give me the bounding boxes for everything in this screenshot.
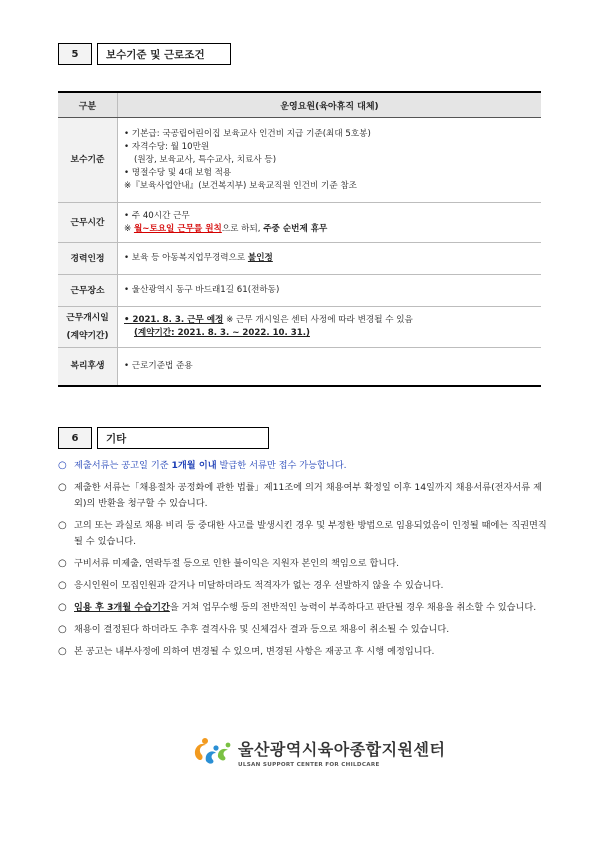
row-content: [118, 118, 542, 203]
section-6-header: [58, 427, 269, 449]
notice-text: 채용이 결정된다 하더라도 추후 결격사유 및 신체검사 결과 등으로 채용이 취소될 수 있습니다.: [74, 624, 450, 635]
circle-bullet-icon: ○: [58, 460, 67, 471]
circle-bullet-icon: ○: [58, 558, 67, 569]
hours-rotation: 주중 순번제 휴무: [263, 223, 328, 234]
notice-text: [74, 600, 548, 616]
row-content: [118, 243, 542, 275]
pay-line: • 자격수당: 월 10만원: [124, 141, 210, 152]
circle-bullet-icon: ○: [58, 482, 67, 493]
notice-text: [74, 458, 548, 474]
pay-note: ※『보육사업안내』(보건복지부) 보육교직원 인건비 기준 참조: [124, 180, 357, 191]
notice-text-part: 제출서류는 공고일 기준: [74, 460, 172, 471]
hours-line: • 주 40시간 근무: [124, 210, 190, 221]
table-row: [58, 348, 541, 386]
logo-name: 울산광역시육아종합지원센터: [238, 739, 446, 759]
notice-text: 구비서류 미제출, 연락두절 등으로 인한 불이익은 지원자 본인의 책임으로 합니다.: [74, 558, 400, 569]
notice-item: [58, 622, 548, 638]
pay-line: • 기본급: 국공립어린이집 보육교사 인건비 지급 기준(최대 5호봉): [124, 128, 371, 139]
circle-bullet-icon: ○: [58, 602, 67, 613]
career-not-recognized: 불인정: [247, 253, 273, 263]
table-header-row: [58, 92, 541, 118]
logo-english-name: ULSAN SUPPORT CENTER FOR CHILDCARE: [238, 761, 380, 768]
section-title: 기타: [97, 427, 269, 449]
table-header-position: 운영요원(육아휴직 대체): [118, 92, 542, 118]
notice-item: [58, 578, 548, 594]
row-label-line: 근무개시일: [66, 313, 109, 323]
notice-item: [58, 458, 548, 474]
pay-line: • 명절수당 및 4대 보험 적용: [124, 167, 232, 178]
place-line: • 울산광역시 동구 바드래1길 61(전하동): [124, 285, 280, 295]
notice-emphasis: 1개월 이내: [171, 460, 217, 471]
logo-text: [238, 737, 445, 768]
childcare-center-logo-icon: [190, 735, 234, 769]
row-label-line: (계약기간): [66, 331, 109, 341]
working-conditions-table: [58, 91, 541, 387]
row-label: 근무장소: [58, 275, 118, 307]
notice-text-part: 을 거쳐 업무수행 등의 전반적인 능력이 부족하다고 판단될 경우 채용을 취소할 수 있습니다.: [169, 602, 537, 613]
section-number: 6: [58, 427, 92, 449]
notice-item: [58, 600, 548, 616]
table-row: [58, 118, 541, 203]
notice-item: [58, 556, 548, 572]
row-label: 보수기준: [58, 118, 118, 203]
center-logo: [190, 735, 445, 769]
table-row: [58, 243, 541, 275]
row-label: 경력인정: [58, 243, 118, 275]
notice-item: [58, 480, 548, 512]
start-note: ※ 근무 개시일은 센터 사정에 따라 변경될 수 있음: [223, 315, 413, 325]
notice-list: [58, 458, 548, 666]
circle-bullet-icon: ○: [58, 646, 67, 657]
row-label: [58, 307, 118, 348]
section-title: 보수기준 및 근로조건: [97, 43, 231, 65]
section-5-header: [58, 43, 231, 65]
career-line: [124, 252, 535, 265]
row-content: [118, 203, 542, 243]
table-row: [58, 307, 541, 348]
table-header-category: 구분: [58, 92, 118, 118]
notice-item: [58, 644, 548, 660]
contract-period: (계약기간: 2021. 8. 3. ~ 2022. 10. 31.): [134, 328, 310, 338]
circle-bullet-icon: ○: [58, 580, 67, 591]
section-number: 5: [58, 43, 92, 65]
hours-highlight: 월~토요일 근무를 원칙: [133, 223, 222, 234]
notice-item: [58, 518, 548, 550]
table-row: [58, 203, 541, 243]
hours-note-text: 으로 하되,: [221, 223, 264, 234]
notice-emphasis: 임용 후 3개월 수습기간: [74, 602, 170, 613]
row-label: 근무시간: [58, 203, 118, 243]
pay-line: (원장, 보육교사, 특수교사, 치료사 등): [134, 154, 277, 165]
circle-bullet-icon: ○: [58, 520, 67, 531]
notice-text-part: 발급한 서류만 접수 가능합니다.: [216, 460, 347, 471]
start-line: [124, 314, 535, 327]
career-text: • 보육 등 아동복지업무경력으로: [124, 253, 248, 263]
row-content: [118, 348, 542, 386]
notice-text: 고의 또는 과실로 채용 비리 등 중대한 사고를 발생시킨 경우 및 부정한 방법으로 임용되었음이 인정될 때에는 직권면직 될 수 있습니다.: [74, 520, 547, 547]
notice-text: 응시인원이 모집인원과 같거나 미달하더라도 적격자가 없는 경우 선발하지 않을 수 있습니다.: [74, 580, 444, 591]
start-date: • 2021. 8. 3. 근무 예정: [124, 315, 224, 325]
table-row: [58, 275, 541, 307]
notice-text: 본 공고는 내부사정에 의하여 변경될 수 있으며, 변경된 사항은 재공고 후 시행 예정입니다.: [74, 646, 435, 657]
row-label: 복리후생: [58, 348, 118, 386]
circle-bullet-icon: ○: [58, 624, 67, 635]
hours-note: [124, 223, 535, 236]
notice-text: 제출한 서류는「채용절차 공정화에 관한 법률」제11조에 의거 채용여부 확정일 이후 14일까지 채용서류(전자서류 제외)의 반환을 청구할 수 있습니다.: [74, 482, 542, 509]
row-content: [118, 275, 542, 307]
welfare-line: • 근로기준법 준용: [124, 360, 193, 371]
row-content: [118, 307, 542, 348]
note-mark: ※: [124, 223, 134, 234]
